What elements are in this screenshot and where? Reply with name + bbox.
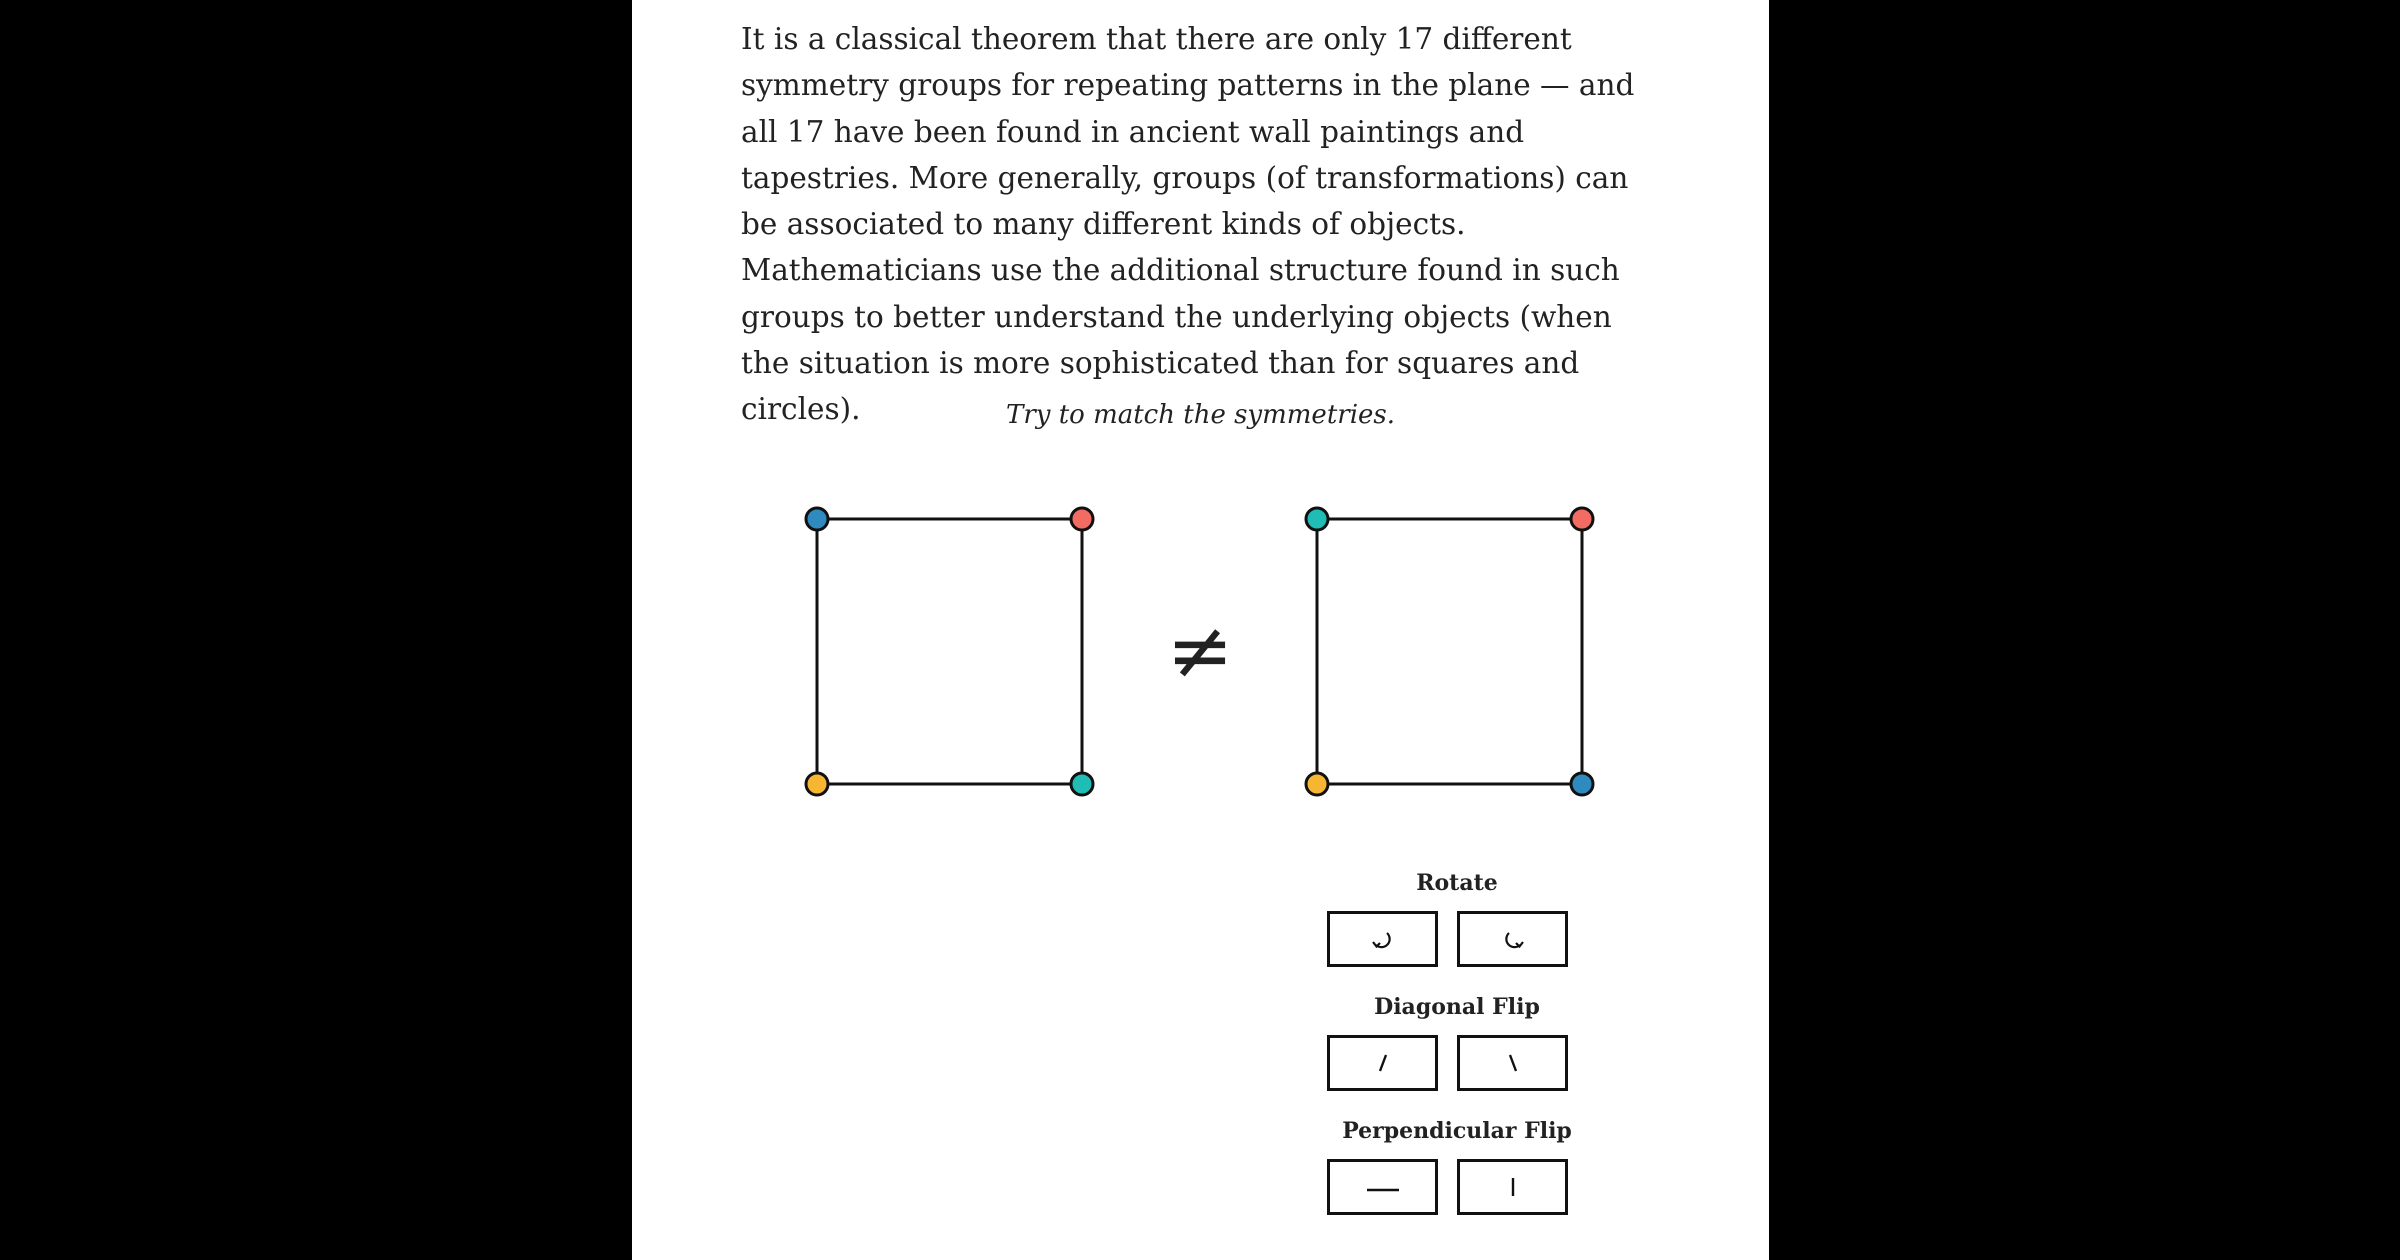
right-square-corner-bottom-right <box>1571 773 1593 795</box>
horizontal-line-icon <box>1363 1172 1403 1202</box>
rotate-counterclockwise-button[interactable] <box>1327 911 1438 967</box>
right-square-corner-bottom-left <box>1306 773 1328 795</box>
rotate-clockwise-icon <box>1498 924 1528 954</box>
symmetry-puzzle <box>632 0 1769 850</box>
right-square-corner-top-left <box>1306 508 1328 530</box>
perpendicular-flip-label: Perpendicular Flip <box>1342 1118 1572 1144</box>
left-square-corner-bottom-left <box>806 773 828 795</box>
perpendicular-flip-horizontal-button[interactable] <box>1327 1159 1438 1215</box>
right-square <box>1306 508 1593 795</box>
vertical-line-icon <box>1498 1172 1528 1202</box>
left-square-corner-bottom-right <box>1071 773 1093 795</box>
article-page <box>632 0 1769 1260</box>
article-paragraph: It is a classical theorem that there are only 17 different symmetry groups for repeating patterns in the plane — and all 17 have been found in ancient wall paintings and tapestries. More generally, groups (of transformations) can be associated to many different kinds of objects. Mathematicians use the additional structure found in such groups to better understand the underlying objects (when the situation is more sophisticated than for squares and circles). <box>741 22 1635 427</box>
perpendicular-flip-vertical-button[interactable] <box>1457 1159 1568 1215</box>
left-square-outline <box>817 519 1082 784</box>
left-square <box>806 508 1093 795</box>
diagonal-flip-slash-button[interactable] <box>1327 1035 1438 1091</box>
diagonal-backslash-icon <box>1498 1048 1528 1078</box>
right-square-outline <box>1317 519 1582 784</box>
rotate-label: Rotate <box>1416 870 1498 896</box>
rotate-clockwise-button[interactable] <box>1457 911 1568 967</box>
rotate-counterclockwise-icon <box>1368 924 1398 954</box>
left-square-corner-top-left <box>806 508 828 530</box>
puzzle-caption: Try to match the symmetries. <box>1005 400 1396 430</box>
not-equal-sign: ≠ <box>1166 604 1234 697</box>
diagonal-slash-icon <box>1368 1048 1398 1078</box>
diagonal-flip-label: Diagonal Flip <box>1374 994 1540 1020</box>
diagonal-flip-backslash-button[interactable] <box>1457 1035 1568 1091</box>
right-square-corner-top-right <box>1571 508 1593 530</box>
left-square-corner-top-right <box>1071 508 1093 530</box>
